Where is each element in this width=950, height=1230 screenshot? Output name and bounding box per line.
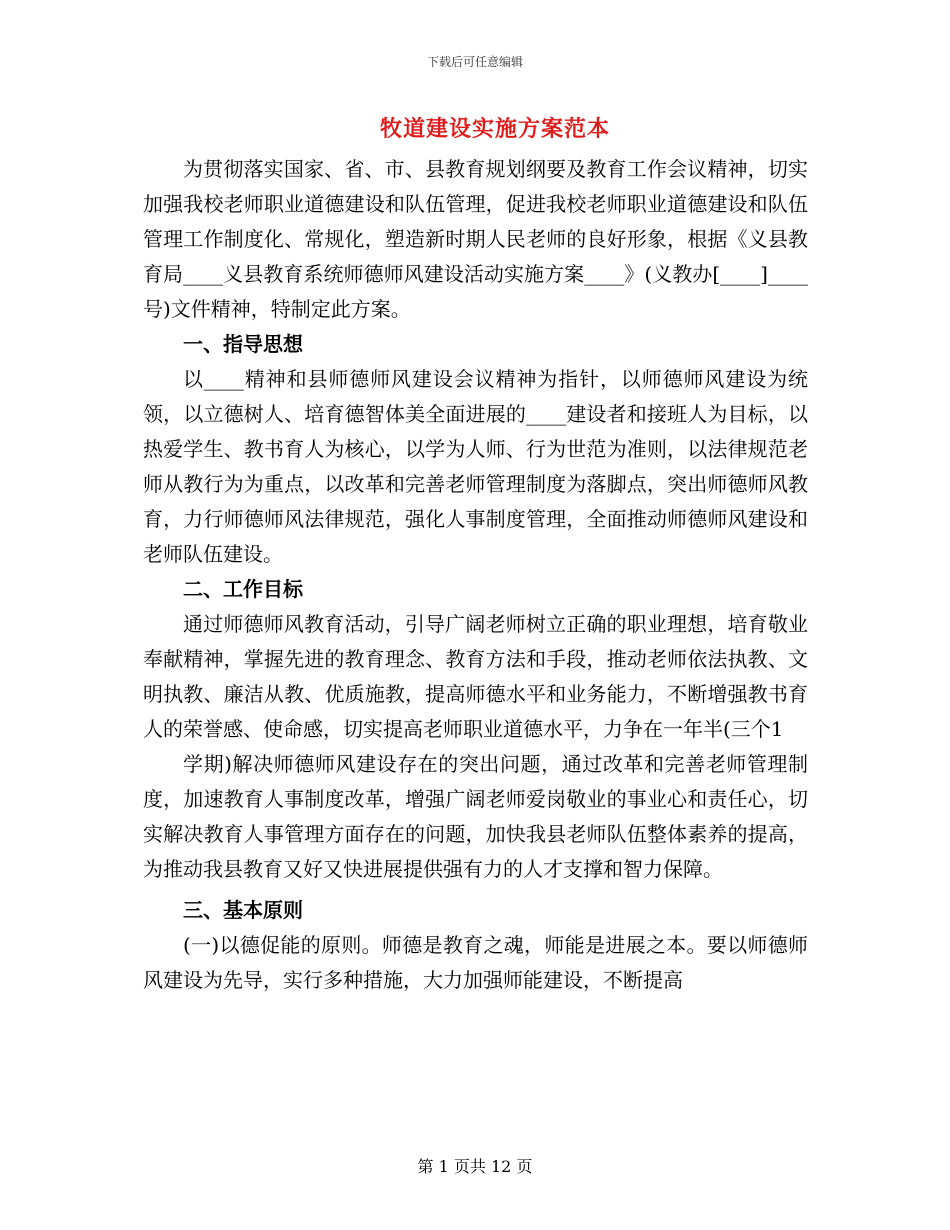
document-body [143, 152, 808, 998]
page-footer: 第 1 页共 12 页 [417, 1157, 533, 1176]
header-note: 下载后可任意编辑 [426, 55, 523, 69]
document-title: 牧道建设实施方案范本 [379, 116, 610, 142]
section-heading-guiding-ideology: 一、指导思想 [183, 332, 303, 356]
basic-principles-paragraph: (一)以德促能的原则。师德是教育之魂，师能是进展之本。要以师德师风建设为先导，实行多种措施，大力加强师能建设，不断提高 [143, 933, 808, 992]
work-goals-paragraph-1: 通过师德师风教育活动，引导广阔老师树立正确的职业理想，培育敬业奉献精神，掌握先进的教育理念、教育方法和手段，推动老师依法执教、文明执教、廉洁从教、优质施教，提高师德水平和业务能力，不断增强教书育人的荣誉感、使命感，切实提高老师职业道德水平，力争在一年半(三个1 [143, 612, 808, 741]
intro-paragraph: 为贯彻落实国家、省、市、县教育规划纲要及教育工作会议精神，切实加强我校老师职业道德建设和队伍管理，促进我校老师职业道德建设和队伍管理工作制度化、常规化，塑造新时期人民老师的良好形象，根据《义县教育局____义县教育系统师德师风建设活动实施方案____》(义教办[____]____号)文件精神，特制定此方案。 [143, 157, 808, 321]
section-heading-work-goals: 二、工作目标 [183, 577, 303, 601]
work-goals-paragraph-2: 学期)解决师德师风建设存在的突出问题，通过改革和完善老师管理制度，加速教育人事制度改革，增强广阔老师爱岗敬业的事业心和责任心，切实解决教育人事管理方面存在的问题，加快我县老师队伍整体素养的提高，为推动我县教育又好又快进展提供强有力的人才支撑和智力保障。 [143, 752, 808, 881]
section-heading-basic-principles: 三、基本原则 [183, 898, 303, 922]
guiding-ideology-paragraph: 以____精神和县师德师风建设会议精神为指针，以师德师风建设为统领，以立德树人、培育德智体美全面进展的____建设者和接班人为目标，以热爱学生、教书育人为核心，以学为人师、行为世范为准则，以法律规范老师从教行为为重点，以改革和完善老师管理制度为落脚点，突出师德师风教育，力行师德师风法律规范，强化人事制度管理，全面推动师德师风建设和老师队伍建设。 [143, 367, 808, 566]
